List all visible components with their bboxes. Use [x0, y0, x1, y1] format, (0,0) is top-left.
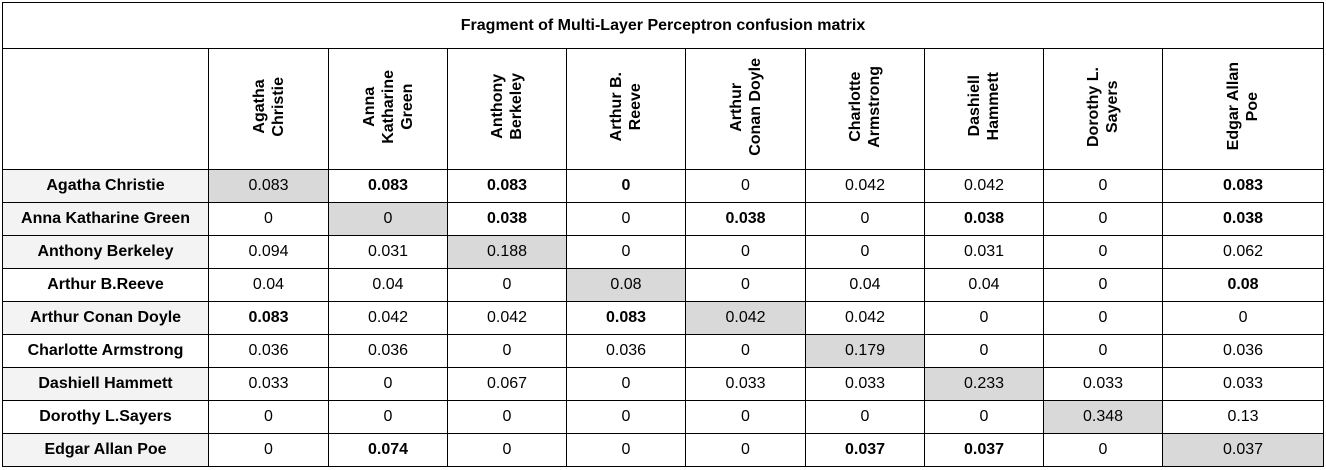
matrix-cell: 0 — [448, 335, 567, 368]
matrix-cell: 0.04 — [806, 269, 925, 302]
matrix-cell: 0.042 — [806, 170, 925, 203]
matrix-cell: 0 — [209, 434, 329, 467]
matrix-cell: 0.067 — [448, 368, 567, 401]
matrix-cell: 0 — [567, 170, 686, 203]
column-header-line: Dorothy L. — [1085, 66, 1102, 147]
matrix-cell: 0.036 — [1163, 335, 1324, 368]
matrix-cell: 0.083 — [209, 302, 329, 335]
column-header-line: Green — [398, 83, 416, 130]
column-header — [209, 49, 329, 170]
matrix-cell: 0.094 — [209, 236, 329, 269]
column-header-row — [3, 49, 1324, 170]
corner-cell — [3, 49, 209, 170]
column-header-label — [1224, 62, 1262, 150]
matrix-cell: 0 — [1163, 302, 1324, 335]
column-header-line: Arthur — [727, 82, 745, 131]
matrix-cell: 0.033 — [1163, 368, 1324, 401]
matrix-cell: 0.036 — [567, 335, 686, 368]
matrix-cell: 0 — [686, 269, 806, 302]
matrix-cell: 0 — [567, 368, 686, 401]
table-row — [3, 236, 1324, 269]
matrix-cell: 0 — [1044, 236, 1163, 269]
matrix-cell: 0.08 — [1163, 269, 1324, 302]
column-header-label — [846, 66, 884, 148]
matrix-cell: 0 — [925, 302, 1044, 335]
matrix-cell: 0.13 — [1163, 401, 1324, 434]
table-title: Fragment of Multi-Layer Perceptron confusion matrix — [3, 3, 1324, 49]
matrix-cell: 0.033 — [209, 368, 329, 401]
matrix-cell: 0 — [567, 401, 686, 434]
row-header: Dashiell Hammett — [3, 368, 209, 401]
column-header — [1044, 49, 1163, 170]
column-header-line: Anna — [360, 86, 378, 127]
diagonal-cell: 0.179 — [806, 335, 925, 368]
matrix-cell: 0 — [567, 203, 686, 236]
matrix-cell: 0 — [1044, 170, 1163, 203]
row-header: Arthur B.Reeve — [3, 269, 209, 302]
diagonal-cell: 0.233 — [925, 368, 1044, 401]
column-header-line: Christie — [269, 76, 287, 137]
table-row — [3, 368, 1324, 401]
table-row — [3, 203, 1324, 236]
diagonal-cell: 0.083 — [209, 170, 329, 203]
matrix-cell: 0.038 — [686, 203, 806, 236]
matrix-cell: 0 — [1044, 269, 1163, 302]
matrix-cell: 0 — [806, 236, 925, 269]
diagonal-cell: 0 — [329, 203, 448, 236]
column-header-label — [1084, 67, 1122, 147]
column-header-line: Katharine — [379, 69, 397, 144]
column-header-line: Anthony — [489, 74, 506, 139]
matrix-cell: 0.031 — [329, 236, 448, 269]
matrix-cell: 0.037 — [925, 434, 1044, 467]
column-header-line: Agatha — [250, 79, 268, 134]
matrix-cell: 0 — [448, 434, 567, 467]
row-header: Agatha Christie — [3, 170, 209, 203]
matrix-cell: 0.04 — [209, 269, 329, 302]
matrix-cell: 0.04 — [329, 269, 448, 302]
matrix-cell: 0 — [686, 335, 806, 368]
matrix-cell: 0.038 — [925, 203, 1044, 236]
table-row — [3, 302, 1324, 335]
row-header: Charlotte Armstrong — [3, 335, 209, 368]
matrix-cell: 0 — [209, 203, 329, 236]
matrix-cell: 0 — [1044, 335, 1163, 368]
diagonal-cell: 0.348 — [1044, 401, 1163, 434]
matrix-cell: 0.036 — [209, 335, 329, 368]
matrix-cell: 0.074 — [329, 434, 448, 467]
column-header-line: Hammett — [985, 72, 1002, 141]
column-header-line: Armstrong — [866, 65, 883, 148]
diagonal-cell: 0.188 — [448, 236, 567, 269]
matrix-cell: 0.033 — [1044, 368, 1163, 401]
column-header — [925, 49, 1044, 170]
matrix-cell: 0 — [925, 401, 1044, 434]
matrix-cell: 0 — [448, 401, 567, 434]
row-header: Anna Katharine Green — [3, 203, 209, 236]
matrix-cell: 0 — [329, 368, 448, 401]
matrix-cell: 0.083 — [567, 302, 686, 335]
matrix-cell: 0 — [686, 236, 806, 269]
table-row — [3, 401, 1324, 434]
matrix-cell: 0.031 — [925, 236, 1044, 269]
matrix-cell: 0 — [448, 269, 567, 302]
matrix-cell: 0.037 — [806, 434, 925, 467]
column-header-line: Sayers — [1104, 80, 1121, 133]
matrix-cell: 0 — [329, 401, 448, 434]
column-header — [806, 49, 925, 170]
matrix-cell: 0.036 — [329, 335, 448, 368]
column-header — [448, 49, 567, 170]
column-header-line: Charlotte — [847, 71, 864, 142]
matrix-cell: 0.033 — [686, 368, 806, 401]
column-header-line: Arthur B. — [608, 71, 625, 142]
column-header — [329, 49, 448, 170]
column-header-line: Conan Doyle — [746, 57, 764, 156]
matrix-cell: 0.083 — [448, 170, 567, 203]
matrix-cell: 0.04 — [925, 269, 1044, 302]
matrix-cell: 0 — [1044, 434, 1163, 467]
column-header-label — [607, 72, 645, 141]
column-header-label — [965, 72, 1003, 140]
matrix-cell: 0 — [806, 401, 925, 434]
row-header: Arthur Conan Doyle — [3, 302, 209, 335]
column-header-line: Berkeley — [508, 73, 525, 140]
row-header: Dorothy L.Sayers — [3, 401, 209, 434]
matrix-cell: 0 — [567, 236, 686, 269]
column-header — [686, 49, 806, 170]
column-header-label — [727, 58, 765, 156]
matrix-cell: 0 — [686, 170, 806, 203]
table-row — [3, 170, 1324, 203]
matrix-cell: 0.033 — [806, 368, 925, 401]
diagonal-cell: 0.037 — [1163, 434, 1324, 467]
column-header — [567, 49, 686, 170]
matrix-cell: 0 — [567, 434, 686, 467]
matrix-cell: 0.042 — [448, 302, 567, 335]
matrix-cell: 0.062 — [1163, 236, 1324, 269]
column-header-line: Poe — [1244, 91, 1262, 122]
column-header — [1163, 49, 1324, 170]
matrix-cell: 0.042 — [806, 302, 925, 335]
matrix-cell: 0.083 — [329, 170, 448, 203]
diagonal-cell: 0.042 — [686, 302, 806, 335]
matrix-cell: 0 — [209, 401, 329, 434]
table-row — [3, 269, 1324, 302]
column-header-label — [250, 77, 288, 137]
column-header-label — [488, 73, 526, 140]
column-header-line: Reeve — [627, 82, 644, 131]
matrix-cell: 0.042 — [925, 170, 1044, 203]
table-row — [3, 434, 1324, 467]
table-row — [3, 335, 1324, 368]
column-header-label — [360, 70, 417, 144]
matrix-cell: 0.038 — [1163, 203, 1324, 236]
matrix-cell: 0 — [1044, 203, 1163, 236]
matrix-cell: 0 — [925, 335, 1044, 368]
row-header: Edgar Allan Poe — [3, 434, 209, 467]
column-header-line: Dashiell — [966, 75, 983, 138]
column-header-line: Edgar Allan — [1225, 62, 1243, 151]
matrix-cell: 0.038 — [448, 203, 567, 236]
row-header: Anthony Berkeley — [3, 236, 209, 269]
matrix-cell: 0.083 — [1163, 170, 1324, 203]
matrix-cell: 0 — [806, 203, 925, 236]
matrix-cell: 0 — [686, 401, 806, 434]
matrix-cell: 0 — [686, 434, 806, 467]
diagonal-cell: 0.08 — [567, 269, 686, 302]
matrix-cell: 0 — [1044, 302, 1163, 335]
confusion-matrix-table — [2, 2, 1324, 467]
matrix-cell: 0.042 — [329, 302, 448, 335]
